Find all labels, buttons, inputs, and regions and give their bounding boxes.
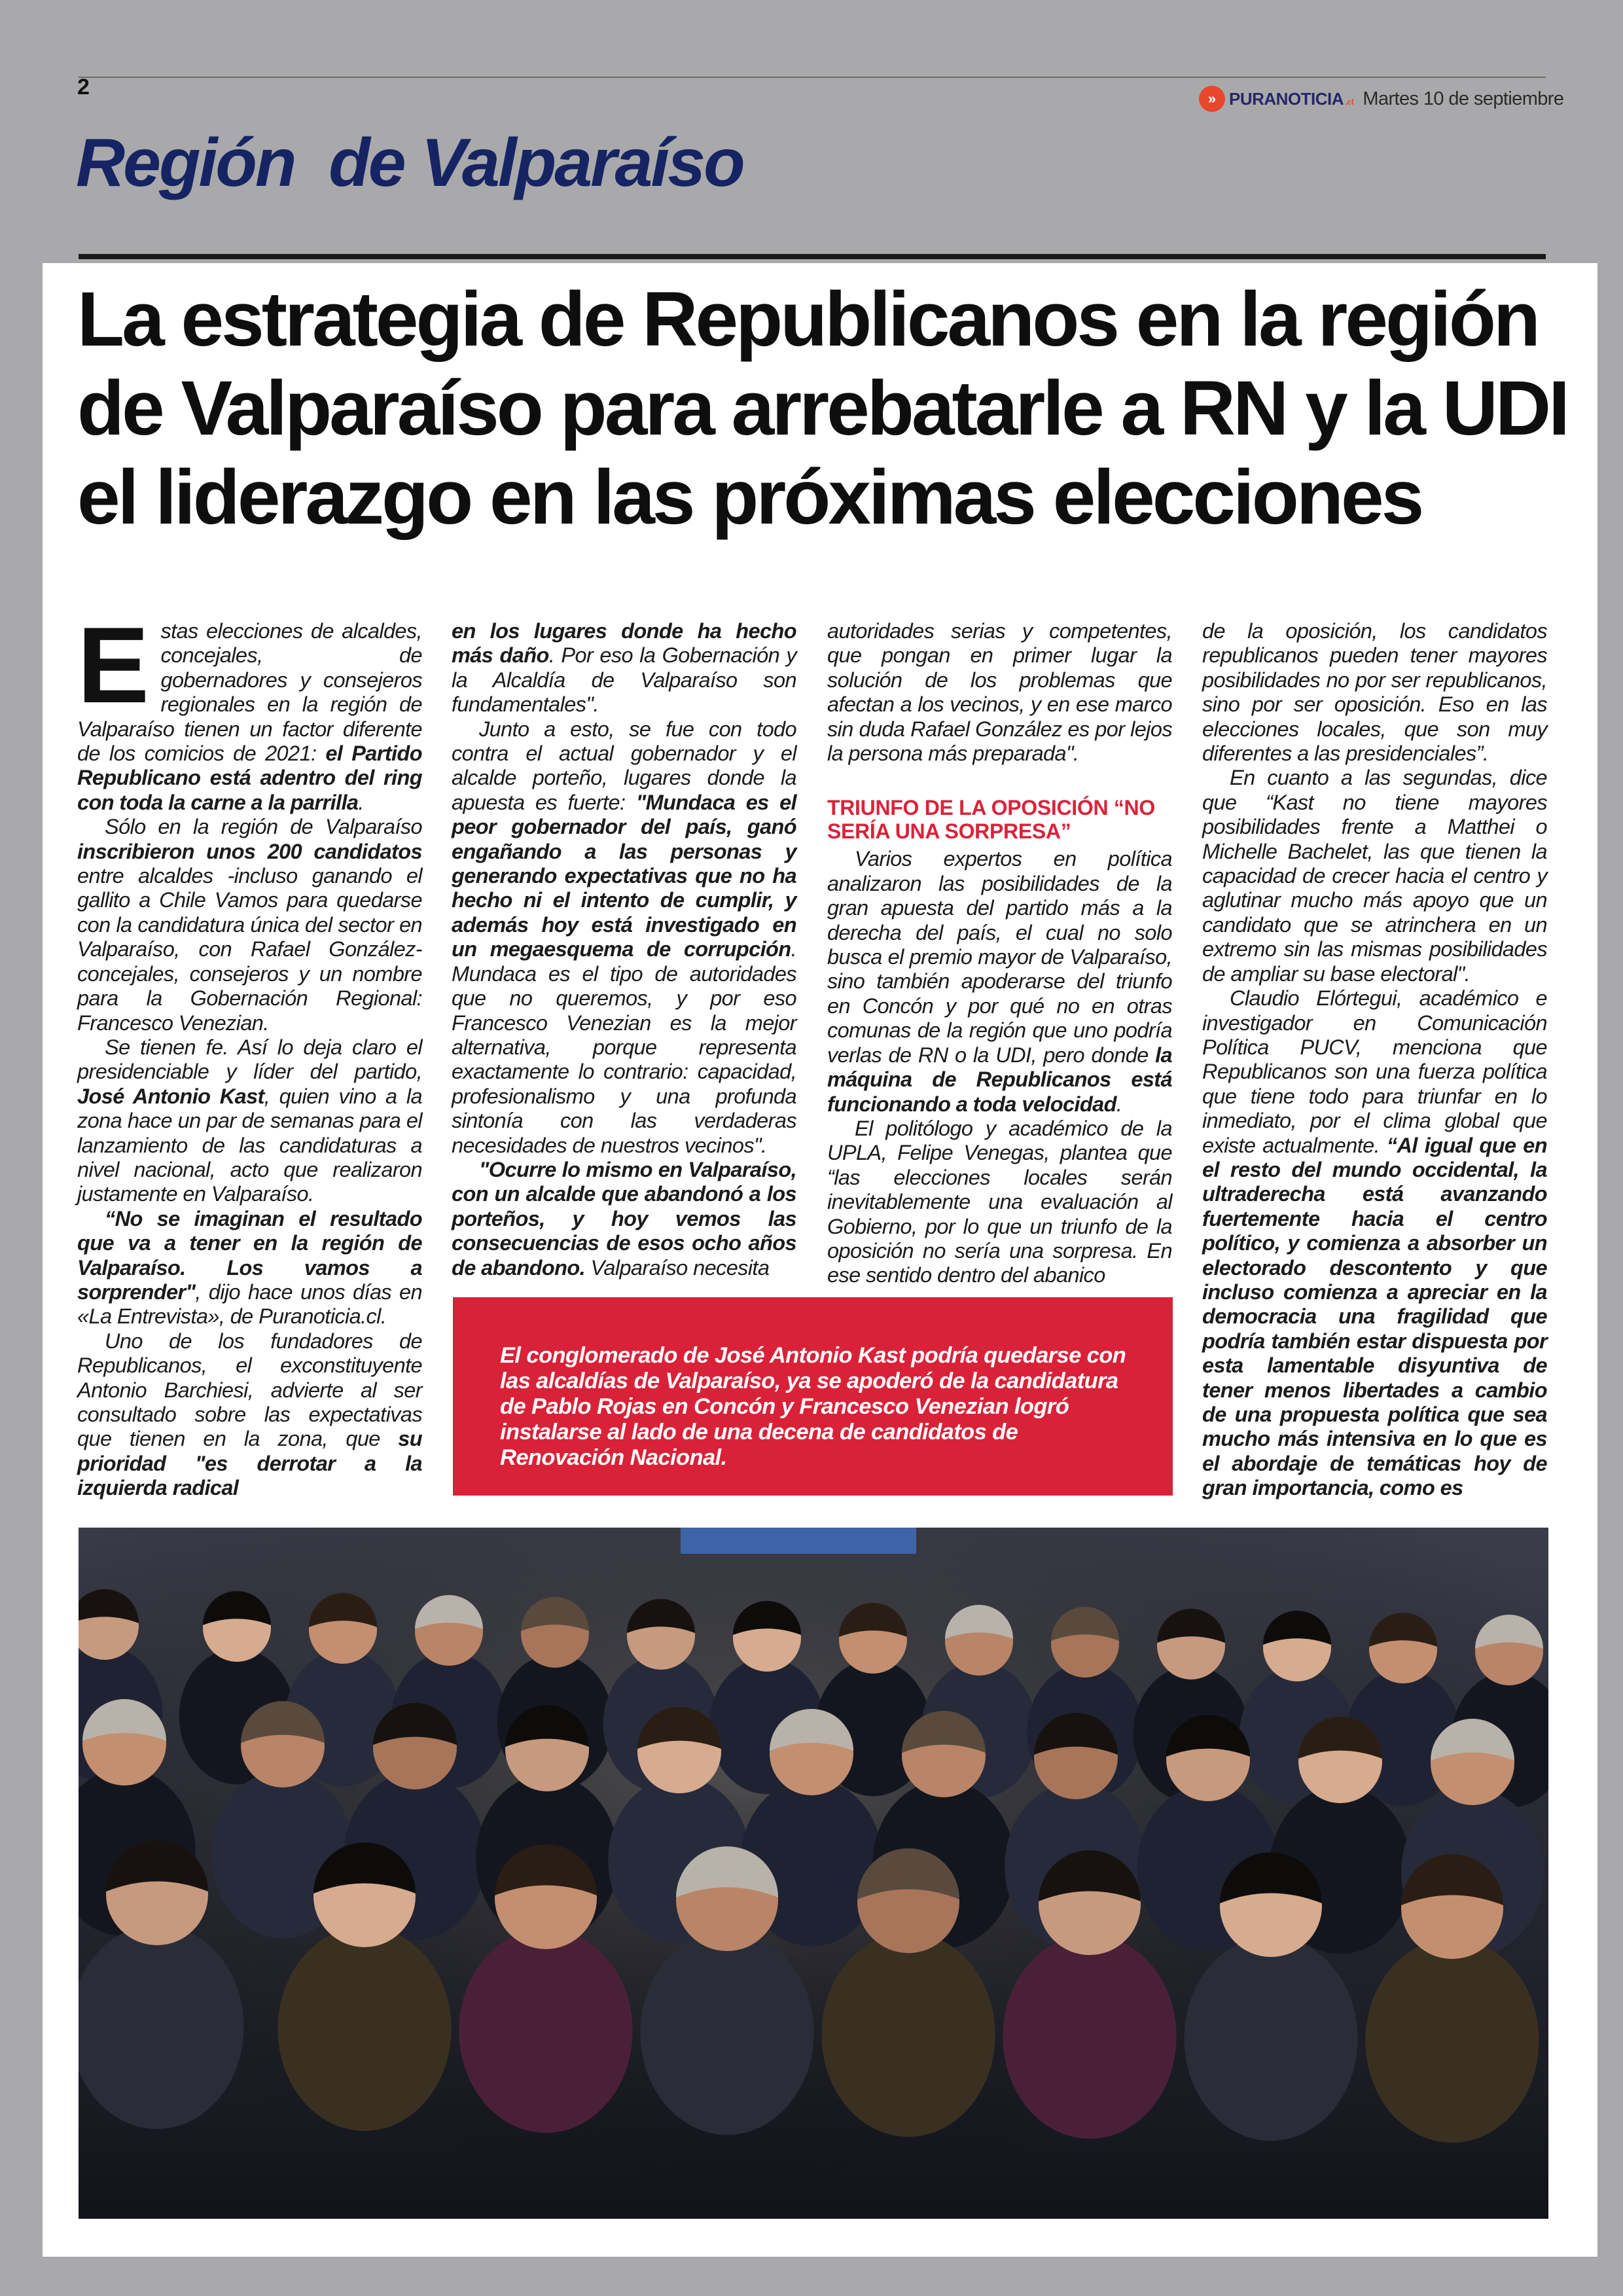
top-rule [79,77,1546,78]
paragraph: Claudio Elórtegui, académico e investigador en Comunicación Política PUCV, menciona que Republicanos son una fuerza política que tiene todo para triunfar en lo inmediato, por el clima global que existe actualmente. “Al igual que en el resto del mundo occidental, la ultraderecha está avanzando fuertemente hacia el centro político, y comienza a absorber un electorado descontento y que incluso comienza a apreciar en la democracia una fragilidad que podría también estar dispuesta por esta lamentable disyuntiva de tener menos libertades a cambio de una propuesta política que sea mucho más intensiva en lo que es el abordaje de temáticas hoy de gran importancia, como es [1202,986,1547,1500]
paragraph: autoridades serias y competentes, que pongan en primer lugar la solución de los problemas que afectan a los vecinos, y en ese marco sin duda Rafael González es por lejos la persona más preparada". [827,619,1172,766]
paragraph: en los lugares donde ha hecho más daño. Por eso la Gobernación y la Alcaldía de Valparaíso son fundamentales". [452,619,796,717]
paragraph: “No se imaginan el resultado que va a tener en la región de Valparaíso. Los vamos a sorprender", dijo hace unos días en «La Entrevista», de Puranoticia.cl. [77,1206,422,1329]
paragraph: En cuanto a las segundas, dice que “Kast no tiene mayores posibilidades frente a Matthei o Michelle Bachelet, las que tienen la capacidad de crecer hacia el centro y aglutinar mucho más apoyo que un candidato que se atrinchera en un extremo sin las mismas posibilidades de ampliar su base electoral". [1202,766,1547,986]
section-title: Región de Valparaíso [76,125,743,201]
paragraph: de la oposición, los candidatos republicanos pueden tener mayores posibilidades no por ser republicanos, sino por ser oposición. Eso en las elecciones locales, que son muy diferentes a las presidenciales”. [1202,619,1547,766]
paragraph: Junto a esto, se fue con todo contra el actual gobernador y el alcalde porteño, lugares donde la apuesta es fuerte: "Mundaca es el peor gobernador del país, ganó engañando a las personas y generando expectativas que no ha hecho ni el intento de cumplir, y además hoy está investigado en un megaesquema de corrupción. Mundaca es el tipo de autoridades que no queremos, y por eso Francesco Venezian es la mejor alternativa, porque representa exactamente lo contrario: capacidad, profesionalismo y una profunda sintonía con las verdaderas necesidades de nuestros vecinos". [452,717,796,1157]
page-number: 2 [77,75,90,99]
headline: La estrategia de Republicanos en la región de Valparaíso para arrebatarle a RN y la UDI el liderazgo en las próximas elecciones [77,276,1567,541]
section-rule [79,254,1546,259]
paragraph: Varios expertos en política analizaron las posibilidades de la gran apuesta del partido más a la derecha del país, el cual no solo busca el premio mayor de Valparaíso, sino también apoderarse del triunfo en Concón y por qué no en otras comunas de la región que uno podría verlas de RN o la UDI, pero donde la máquina de Republicanos está funcionando a toda velocidad. [827,847,1172,1116]
double-chevron-icon: » [1199,86,1225,112]
paragraph: Se tienen fe. Así lo deja claro el presidenciable y líder del partido, José Antonio Kast, quien vino a la zona hace un par de semanas para el lanzamiento de las candidaturas a nivel nacional, acto que realizaron justamente en Valparaíso. [77,1035,422,1206]
paragraph: Sólo en la región de Valparaíso inscribieron unos 200 candidatos entre alcaldes -incluso ganando el gallito a Chile Vamos para quedarse con la candidatura única del sector en Valparaíso, con Rafael González- concejales, consejeros y un nombre para la Gobernación Regional: Francesco Venezian. [77,815,422,1035]
drop-cap: E [77,605,149,725]
article-column-1 [77,605,422,1501]
masthead [1199,84,1563,114]
pull-quote [453,1297,1173,1496]
article-page [43,263,1597,2257]
subhead: TRIUNFO DE LA OPOSICIÓN “NO SERÍA UNA SORPRESA” [827,796,1155,844]
issue-date: Martes 10 de septiembre [1363,88,1564,109]
article-column-4 [1202,619,1547,1501]
paragraph: stas elecciones de alcaldes, concejales, de gobernadores y consejeros regionales en la región de Valparaíso tienen un factor diferente de los comicios de 2021: el Partido Republicano está adentro del ring con toda la carne a la parrilla. [77,619,422,814]
crowd-photo-icon [79,1528,1548,2219]
paragraph: "Ocurre lo mismo en Valparaíso, con un alcalde que abandonó a los porteños, y hoy vemos las consecuencias de esos ocho años de abandono. Valparaíso necesita [452,1157,796,1280]
paragraph: El politólogo y académico de la UPLA, Felipe Venegas, plantea que “las elecciones locales serán inevitablemente una evaluación al Gobierno, por lo que un triunfo de la oposición no sería una sorpresa. En ese sentido dentro del abanico [827,1116,1172,1287]
paragraph: Uno de los fundadores de Republicanos, el exconstituyente Antonio Barchiesi, advierte al ser consultado sobre las expectativas que tienen en la zona, que su prioridad "es derrotar a la izquierda radical [77,1329,422,1500]
brand-suffix: .cl [1345,98,1354,107]
pull-quote-text: El conglomerado de José Antonio Kast podría quedarse con las alcaldías de Valparaíso, ya se apoderó de la candidatura de Pablo Rojas en Concón y Francesco Venezian logró instalarse al lado de una decena de candidatos de Renovación Nacional. [500,1343,1126,1470]
crowd-photo [79,1528,1548,2219]
brand-name: PURANOTICIA [1229,88,1344,109]
